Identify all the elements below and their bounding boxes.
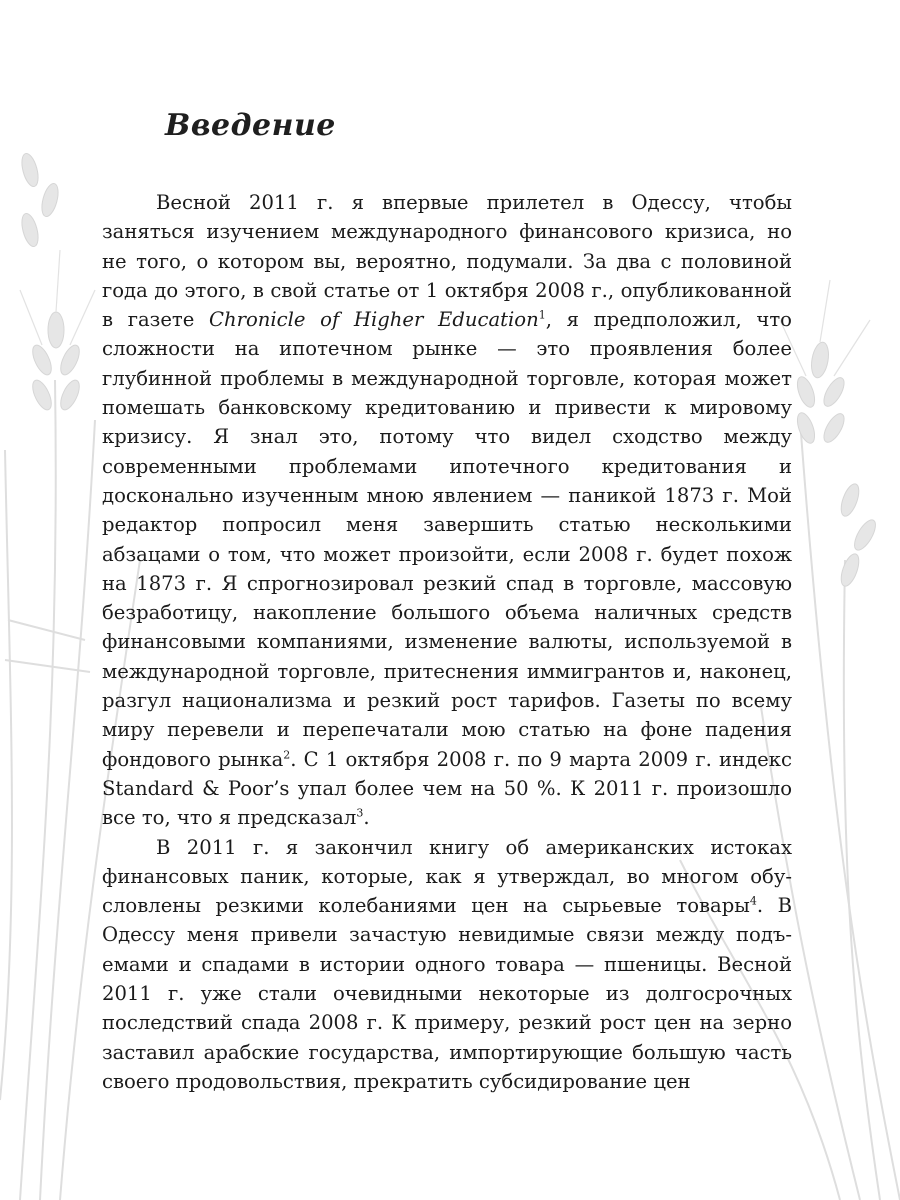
footnote-ref: 2 [283,748,291,762]
paragraph-text: . В Одессу меня привели зачастую невидимые связи между подъемами и спадами в истории одного товара — пшеницы. Весной 2011 г. уже стали очевидными некоторые из долгосрочных последствий спада 2008 г. К примеру, резкий рост цен на зерно заставил арабские государства, импортирующие большую часть своего продовольствия, прекратить субсидирование цен [102,894,792,1093]
publication-title: Chronicle of Higher Education [209,308,539,332]
paragraph-text: В 2011 г. я закончил книгу об американских истоках финансовых паник, которые, как я утверждал, во многом обусловлены резкими колебаниями цен на сырьевые товары [102,835,792,918]
paragraph-text: . [363,806,370,830]
footnote-ref: 1 [538,308,546,322]
footnote-ref: 3 [356,806,364,820]
chapter-heading: Введение [165,108,336,143]
paragraph-text: . С 1 октября 2008 г. по 9 марта 2009 г. индекс Standard & Poor’s упал более чем на 50 %. К 2011 г. произошло все то, что я предсказал [102,747,792,830]
paragraph-text: , я предположил, что сложности на ипотечном рынке — это проявления более глубинной проблемы в международной торговле, которая может помешать банковскому кредитованию и привести к мировому кризису. Я знал это, потому что видел сходство между современными проблемами ипотечного кредитования и досконально изученным мною явлением — паникой 1873 г. Мой редактор попросил меня завершить статью несколькими абзацами о том, что может произойти, если 2008 г. будет похож на 1873 г. Я спрогнозировал резкий спад в торговле, массовую безработицу, накопление большого объема наличных средств финансовыми компаниями, изменение валюты, используемой в международной торговле, притеснения иммигрантов и, наконец, разгул национализма и резкий рост тарифов. Газеты по всему миру перевели и перепечатали мою статью на фоне падения фондового рынка [102,308,792,771]
footnote-ref: 4 [749,894,757,908]
paragraph-text: Весной 2011 г. я впервые прилетел в Одессу, чтобы заняться изучением международного финансового кризиса, но не того, о котором вы, вероятно, подумали. За два с половиной года до этого, в свой статье от 1 октября 2008 г., опубликованной в газете [102,191,792,332]
paragraph-2 [102,833,792,1097]
paragraph-1 [102,188,792,833]
chapter-body [102,188,792,1096]
